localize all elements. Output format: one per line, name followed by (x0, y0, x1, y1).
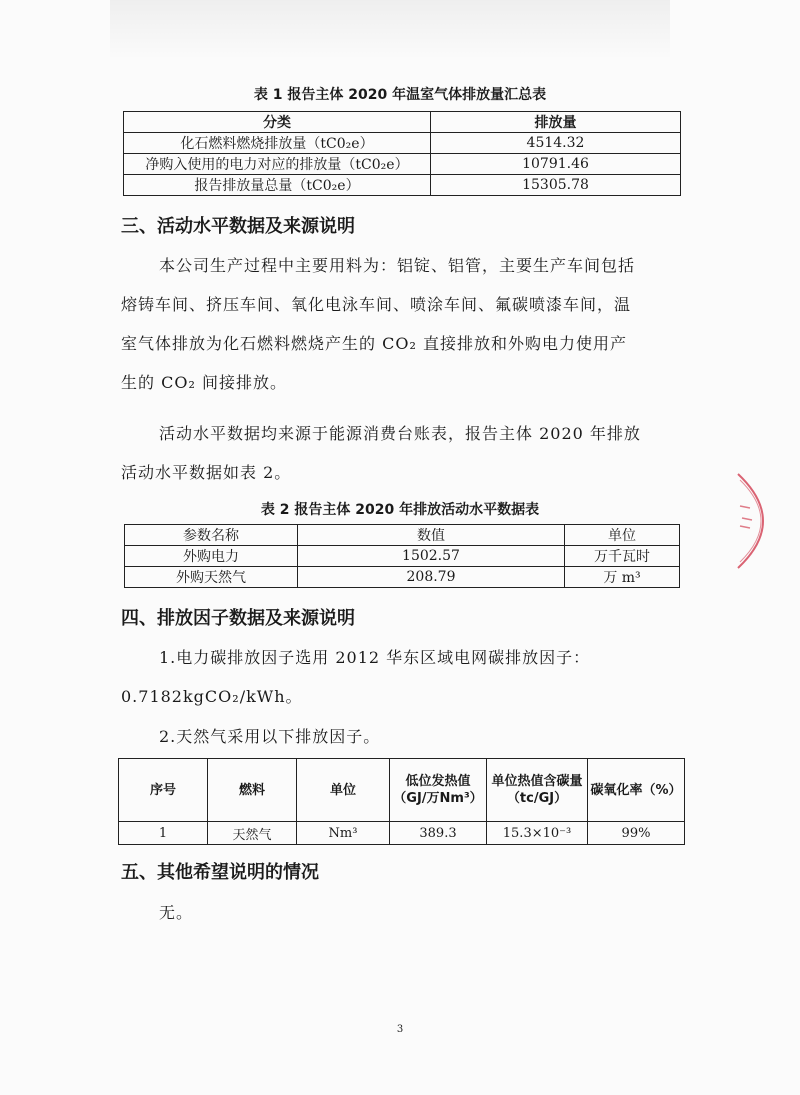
cell-value: 208.79 (298, 567, 565, 588)
cell-unit: Nm³ (297, 822, 390, 845)
cell-value: 10791.46 (431, 154, 681, 175)
header-value: 数值 (298, 525, 565, 546)
cell-unit: 万 m³ (565, 567, 680, 588)
table-header-row (125, 525, 680, 546)
text-line: 本公司生产过程中主要用料为：铝锭、铝管，主要生产车间包括 (159, 256, 636, 275)
cell-serial: 1 (119, 822, 208, 845)
cell-calorific: 389.3 (390, 822, 487, 845)
header-category: 分类 (124, 112, 431, 133)
table2-caption: 表 2 报告主体 2020 年排放活动水平数据表 (260, 502, 540, 518)
cell-parameter: 外购天然气 (125, 567, 298, 588)
header-net-calorific-value: 低位发热值（GJ/万Nm³） (390, 759, 487, 822)
section3-paragraph1 (121, 246, 681, 402)
factor-item-2: 2.天然气采用以下排放因子。 (159, 727, 381, 746)
cell-carbon: 15.3×10⁻³ (487, 822, 588, 845)
table-row (119, 822, 685, 845)
header-fuel: 燃料 (208, 759, 297, 822)
factor-item-1-value: 0.7182kgCO₂/kWh。 (121, 687, 303, 706)
header-unit: 单位 (565, 525, 680, 546)
header-emission: 排放量 (431, 112, 681, 133)
table-row (124, 154, 681, 175)
cell-oxidation: 99% (588, 822, 685, 845)
header-parameter: 参数名称 (125, 525, 298, 546)
cell-fuel: 天然气 (208, 822, 297, 845)
text-line: 熔铸车间、挤压车间、氧化电泳车间、喷涂车间、氟碳喷漆车间，温 (121, 295, 632, 314)
cell-value: 4514.32 (431, 133, 681, 154)
cell-value: 15305.78 (431, 175, 681, 196)
table-row (125, 546, 680, 567)
header-oxidation-rate: 碳氧化率（%） (588, 759, 685, 822)
text-line: 室气体排放为化石燃料燃烧产生的 CO₂ 直接排放和外购电力使用产 (121, 334, 627, 353)
natural-gas-factor-table (118, 758, 685, 845)
table1-caption: 表 1 报告主体 2020 年温室气体排放量汇总表 (253, 87, 547, 103)
activity-data-table (124, 524, 680, 588)
cell-category: 净购入使用的电力对应的排放量（tC0₂e） (124, 154, 431, 175)
text-line: 活动水平数据均来源于能源消费台账表，报告主体 2020 年排放 (159, 424, 641, 443)
section3-heading: 三、活动水平数据及来源说明 (121, 216, 355, 237)
table-header-row (119, 759, 685, 822)
section5-heading: 五、其他希望说明的情况 (121, 862, 319, 883)
emissions-summary-table (123, 111, 681, 196)
cell-parameter: 外购电力 (125, 546, 298, 567)
header-serial: 序号 (119, 759, 208, 822)
table-row (124, 133, 681, 154)
scan-bleed-through (110, 0, 670, 60)
section5-text: 无。 (159, 903, 194, 922)
cell-category: 化石燃料燃烧排放量（tC0₂e） (124, 133, 431, 154)
cell-category: 报告排放量总量（tC0₂e） (124, 175, 431, 196)
factor-item-1: 1.电力碳排放因子选用 2012 华东区域电网碳排放因子： (159, 648, 591, 667)
section3-paragraph2 (121, 414, 681, 492)
header-unit: 单位 (297, 759, 390, 822)
table-row (125, 567, 680, 588)
section4-heading: 四、排放因子数据及来源说明 (121, 608, 355, 629)
table-row (124, 175, 681, 196)
cell-value: 1502.57 (298, 546, 565, 567)
cell-unit: 万千瓦时 (565, 546, 680, 567)
header-carbon-content: 单位热值含碳量（tc/GJ） (487, 759, 588, 822)
text-line: 活动水平数据如表 2。 (121, 463, 292, 482)
table-header-row (124, 112, 681, 133)
seal-stamp-icon (728, 466, 788, 576)
page-number: 3 (396, 1024, 404, 1035)
text-line: 生的 CO₂ 间接排放。 (121, 373, 287, 392)
